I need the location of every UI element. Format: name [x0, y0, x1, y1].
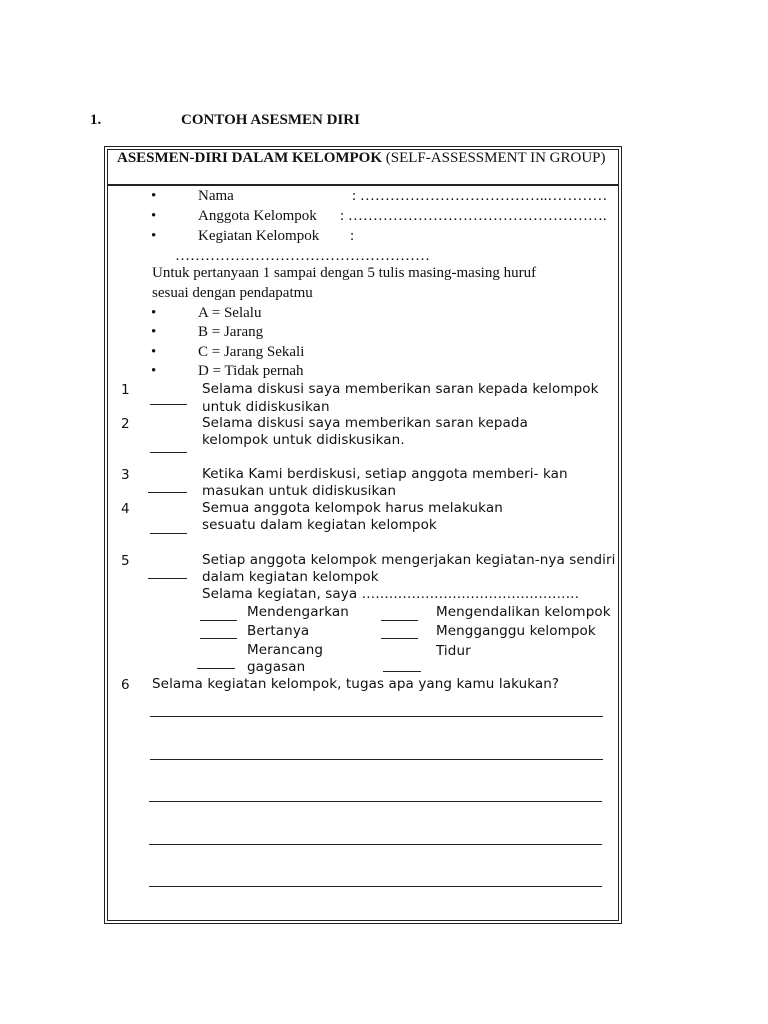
option-b: B = Jarang — [198, 324, 264, 340]
question-number: 2 — [121, 416, 130, 432]
field-label-nama: Nama — [198, 188, 234, 204]
question-text: Ketika Kami berdiskusi, setiap anggota memberi- kan — [202, 466, 568, 482]
option-c: C = Jarang Sekali — [198, 344, 305, 360]
answer-blank[interactable] — [150, 404, 187, 405]
question-number: 1 — [121, 382, 130, 398]
question-text: dalam kegiatan kelompok — [202, 569, 379, 585]
option-d: D = Tidak pernah — [198, 363, 304, 379]
question-number: 6 — [121, 677, 130, 693]
question-text: Selama diskusi saya memberikan saran kepada kelompok — [202, 381, 599, 397]
bullet: • — [151, 228, 157, 244]
checklist-item-mengendalikan: Mengendalikan kelompok — [436, 604, 611, 620]
form-title-bold: ASESMEN-DIRI DALAM KELOMPOK — [117, 150, 383, 166]
bullet: • — [151, 188, 157, 204]
checklist-blank[interactable] — [200, 638, 237, 639]
answer-writing-line[interactable] — [150, 716, 603, 717]
form-header-divider — [107, 184, 619, 186]
answer-blank[interactable] — [148, 578, 187, 579]
checklist-item-gagasan: gagasan — [247, 659, 306, 675]
field-value-anggota[interactable]: : ……………………………………………. — [340, 208, 607, 224]
option-a: A = Selalu — [198, 305, 262, 321]
question-text: sesuatu dalam kegiatan kelompok — [202, 517, 437, 533]
form-title-rest: (SELF-ASSESSMENT IN GROUP) — [385, 150, 606, 166]
answer-blank[interactable] — [150, 452, 187, 453]
answer-writing-line[interactable] — [149, 801, 602, 802]
checklist-item-tidur: Tidur — [436, 643, 471, 659]
answer-writing-line[interactable] — [150, 759, 603, 760]
checklist-item-bertanya: Bertanya — [247, 623, 310, 639]
field-label-anggota: Anggota Kelompok — [198, 208, 317, 224]
checklist-item-merancang: Merancang — [247, 642, 324, 658]
bullet: • — [151, 344, 157, 360]
question-number: 5 — [121, 553, 130, 569]
checklist-blank[interactable] — [383, 671, 421, 672]
bullet: • — [151, 324, 157, 340]
field-value-nama[interactable]: : ………………………………..………… — [352, 188, 608, 204]
instruction-line1: Untuk pertanyaan 1 sampai dengan 5 tulis masing-masing huruf — [152, 265, 537, 281]
field-continuation: …………………………………………… — [175, 248, 430, 264]
field-label-kegiatan: Kegiatan Kelompok — [198, 228, 320, 244]
question-text: Selama kegiatan kelompok, tugas apa yang kamu lakukan? — [152, 676, 560, 692]
checklist-item-mendengarkan: Mendengarkan — [247, 604, 349, 620]
checklist-blank[interactable] — [200, 620, 237, 621]
answer-writing-line[interactable] — [149, 886, 602, 887]
during-activity-text: Selama kegiatan, saya ………………………………………… — [202, 586, 580, 602]
question-text: untuk didiskusikan — [202, 399, 330, 415]
form-title — [117, 150, 606, 167]
question-text: Selama diskusi saya memberikan saran kepada — [202, 415, 528, 431]
question-number: 4 — [121, 501, 130, 517]
answer-blank[interactable] — [150, 533, 187, 534]
page-title: CONTOH ASESMEN DIRI — [181, 112, 360, 128]
field-value-kegiatan[interactable]: : — [350, 228, 355, 244]
section-number: 1. — [90, 112, 102, 128]
question-text: Setiap anggota kelompok mengerjakan kegiatan-nya sendiri — [202, 552, 616, 568]
bullet: • — [151, 208, 157, 224]
question-text: kelompok untuk didiskusikan. — [202, 432, 405, 448]
checklist-blank[interactable] — [197, 668, 235, 669]
checklist-blank[interactable] — [381, 638, 418, 639]
answer-writing-line[interactable] — [149, 844, 602, 845]
question-number: 3 — [121, 467, 130, 483]
bullet: • — [151, 305, 157, 321]
bullet: • — [151, 363, 157, 379]
question-text: Semua anggota kelompok harus melakukan — [202, 500, 503, 516]
checklist-blank[interactable] — [381, 620, 418, 621]
instruction-line2: sesuai dengan pendapatmu — [152, 285, 313, 301]
answer-blank[interactable] — [148, 492, 187, 493]
question-text: masukan untuk didiskusikan — [202, 483, 397, 499]
checklist-item-mengganggu: Mengganggu kelompok — [436, 623, 596, 639]
